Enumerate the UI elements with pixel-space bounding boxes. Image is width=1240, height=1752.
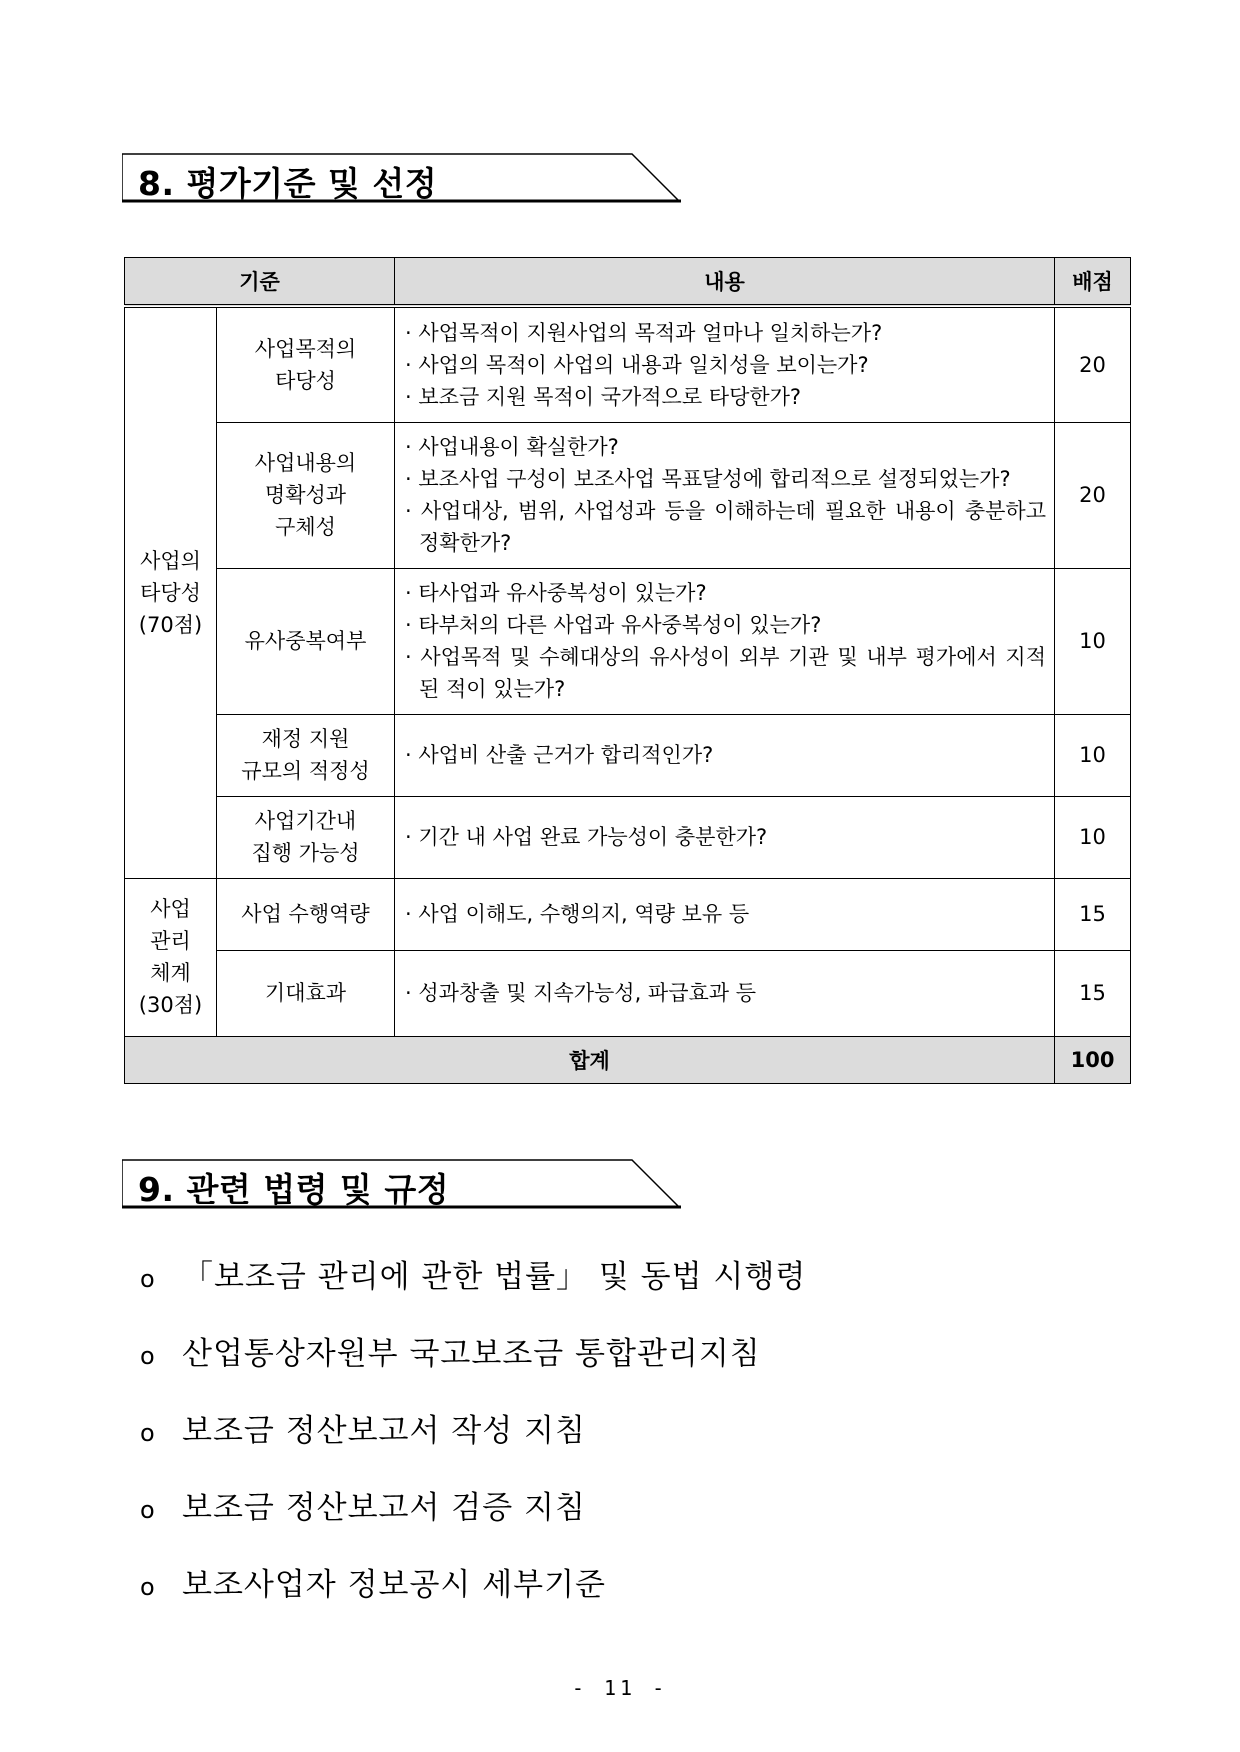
content-bullet-item: · 타부처의 다른 사업과 유사중복성이 있는가? <box>405 609 1046 641</box>
list-item <box>140 1409 806 1486</box>
content-bullet-item: · 사업의 목적이 사업의 내용과 일치성을 보이는가? <box>405 349 1046 381</box>
law-item-text: 「보조금 관리에 관한 법률」 및 동법 시행령 <box>182 1259 807 1295</box>
sub-criteria: 유사중복여부 <box>217 568 395 714</box>
sub-criteria: 사업목적의 타당성 <box>217 306 395 422</box>
law-list <box>140 1255 806 1640</box>
content-bullet-item: · 사업내용이 확실한가? <box>405 431 1046 463</box>
list-item <box>140 1486 806 1563</box>
score-cell: 10 <box>1055 568 1131 714</box>
table-row <box>125 568 1131 714</box>
content-cell <box>395 714 1055 796</box>
circle-bullet-icon: o <box>140 1342 156 1370</box>
section-8-title: 8. 평가기준 및 선정 <box>138 164 438 203</box>
content-bullet-item: · 사업대상, 범위, 사업성과 등을 이해하는데 필요한 내용이 충분하고 정확한가? <box>405 495 1046 559</box>
content-cell <box>395 796 1055 878</box>
section-9-title: 9. 관련 법령 및 규정 <box>138 1170 450 1209</box>
total-row <box>125 1036 1131 1083</box>
score-cell: 20 <box>1055 422 1131 568</box>
section-8-heading <box>122 150 682 204</box>
evaluation-criteria-table <box>124 257 1131 1084</box>
content-cell <box>395 306 1055 422</box>
content-bullet-item: · 사업비 산출 근거가 합리적인가? <box>405 739 1046 771</box>
header-score: 배점 <box>1055 258 1131 307</box>
section-9-heading <box>122 1156 682 1210</box>
law-item-text: 산업통상자원부 국고보조금 통합관리지침 <box>182 1336 761 1372</box>
score-cell: 10 <box>1055 796 1131 878</box>
content-bullet-item: · 타사업과 유사중복성이 있는가? <box>405 577 1046 609</box>
list-item <box>140 1255 806 1332</box>
table-row <box>125 878 1131 950</box>
content-cell <box>395 568 1055 714</box>
header-criteria: 기준 <box>125 258 395 307</box>
score-cell: 15 <box>1055 878 1131 950</box>
sub-criteria: 사업내용의 명확성과 구체성 <box>217 422 395 568</box>
table-row <box>125 796 1131 878</box>
law-item-text: 보조금 정산보고서 작성 지침 <box>182 1413 586 1449</box>
content-bullet-item: · 보조금 지원 목적이 국가적으로 타당한가? <box>405 381 1046 413</box>
circle-bullet-icon: o <box>140 1265 156 1293</box>
table-row <box>125 306 1131 422</box>
table-row <box>125 950 1131 1036</box>
sub-criteria: 사업 수행역량 <box>217 878 395 950</box>
table-header-row <box>125 258 1131 307</box>
list-item <box>140 1563 806 1640</box>
law-item-text: 보조사업자 정보공시 세부기준 <box>182 1567 607 1603</box>
total-label: 합계 <box>125 1036 1055 1083</box>
content-bullet-item: · 사업 이해도, 수행의지, 역량 보유 등 <box>405 898 1046 930</box>
content-bullet-item: · 사업목적 및 수혜대상의 유사성이 외부 기관 및 내부 평가에서 지적된 적이 있는가? <box>405 641 1046 705</box>
content-cell <box>395 422 1055 568</box>
circle-bullet-icon: o <box>140 1573 156 1601</box>
page-number: - 11 - <box>571 1676 669 1700</box>
score-cell: 15 <box>1055 950 1131 1036</box>
sub-criteria: 기대효과 <box>217 950 395 1036</box>
content-bullet-item: · 성과창출 및 지속가능성, 파급효과 등 <box>405 977 1046 1009</box>
content-bullet-item: · 사업목적이 지원사업의 목적과 얼마나 일치하는가? <box>405 317 1046 349</box>
law-item-text: 보조금 정산보고서 검증 지침 <box>182 1490 586 1526</box>
table-row <box>125 714 1131 796</box>
list-item <box>140 1332 806 1409</box>
header-content: 내용 <box>395 258 1055 307</box>
sub-criteria: 사업기간내 집행 가능성 <box>217 796 395 878</box>
content-bullet-item: · 보조사업 구성이 보조사업 목표달성에 합리적으로 설정되었는가? <box>405 463 1046 495</box>
score-cell: 20 <box>1055 306 1131 422</box>
circle-bullet-icon: o <box>140 1419 156 1447</box>
score-cell: 10 <box>1055 714 1131 796</box>
content-cell <box>395 878 1055 950</box>
group-label: 사업의 타당성 (70점) <box>125 306 217 878</box>
circle-bullet-icon: o <box>140 1496 156 1524</box>
content-cell <box>395 950 1055 1036</box>
group-label: 사업 관리 체계 (30점) <box>125 878 217 1036</box>
content-bullet-item: · 기간 내 사업 완료 가능성이 충분한가? <box>405 821 1046 853</box>
total-score: 100 <box>1055 1036 1131 1083</box>
table-row <box>125 422 1131 568</box>
sub-criteria: 재정 지원 규모의 적정성 <box>217 714 395 796</box>
